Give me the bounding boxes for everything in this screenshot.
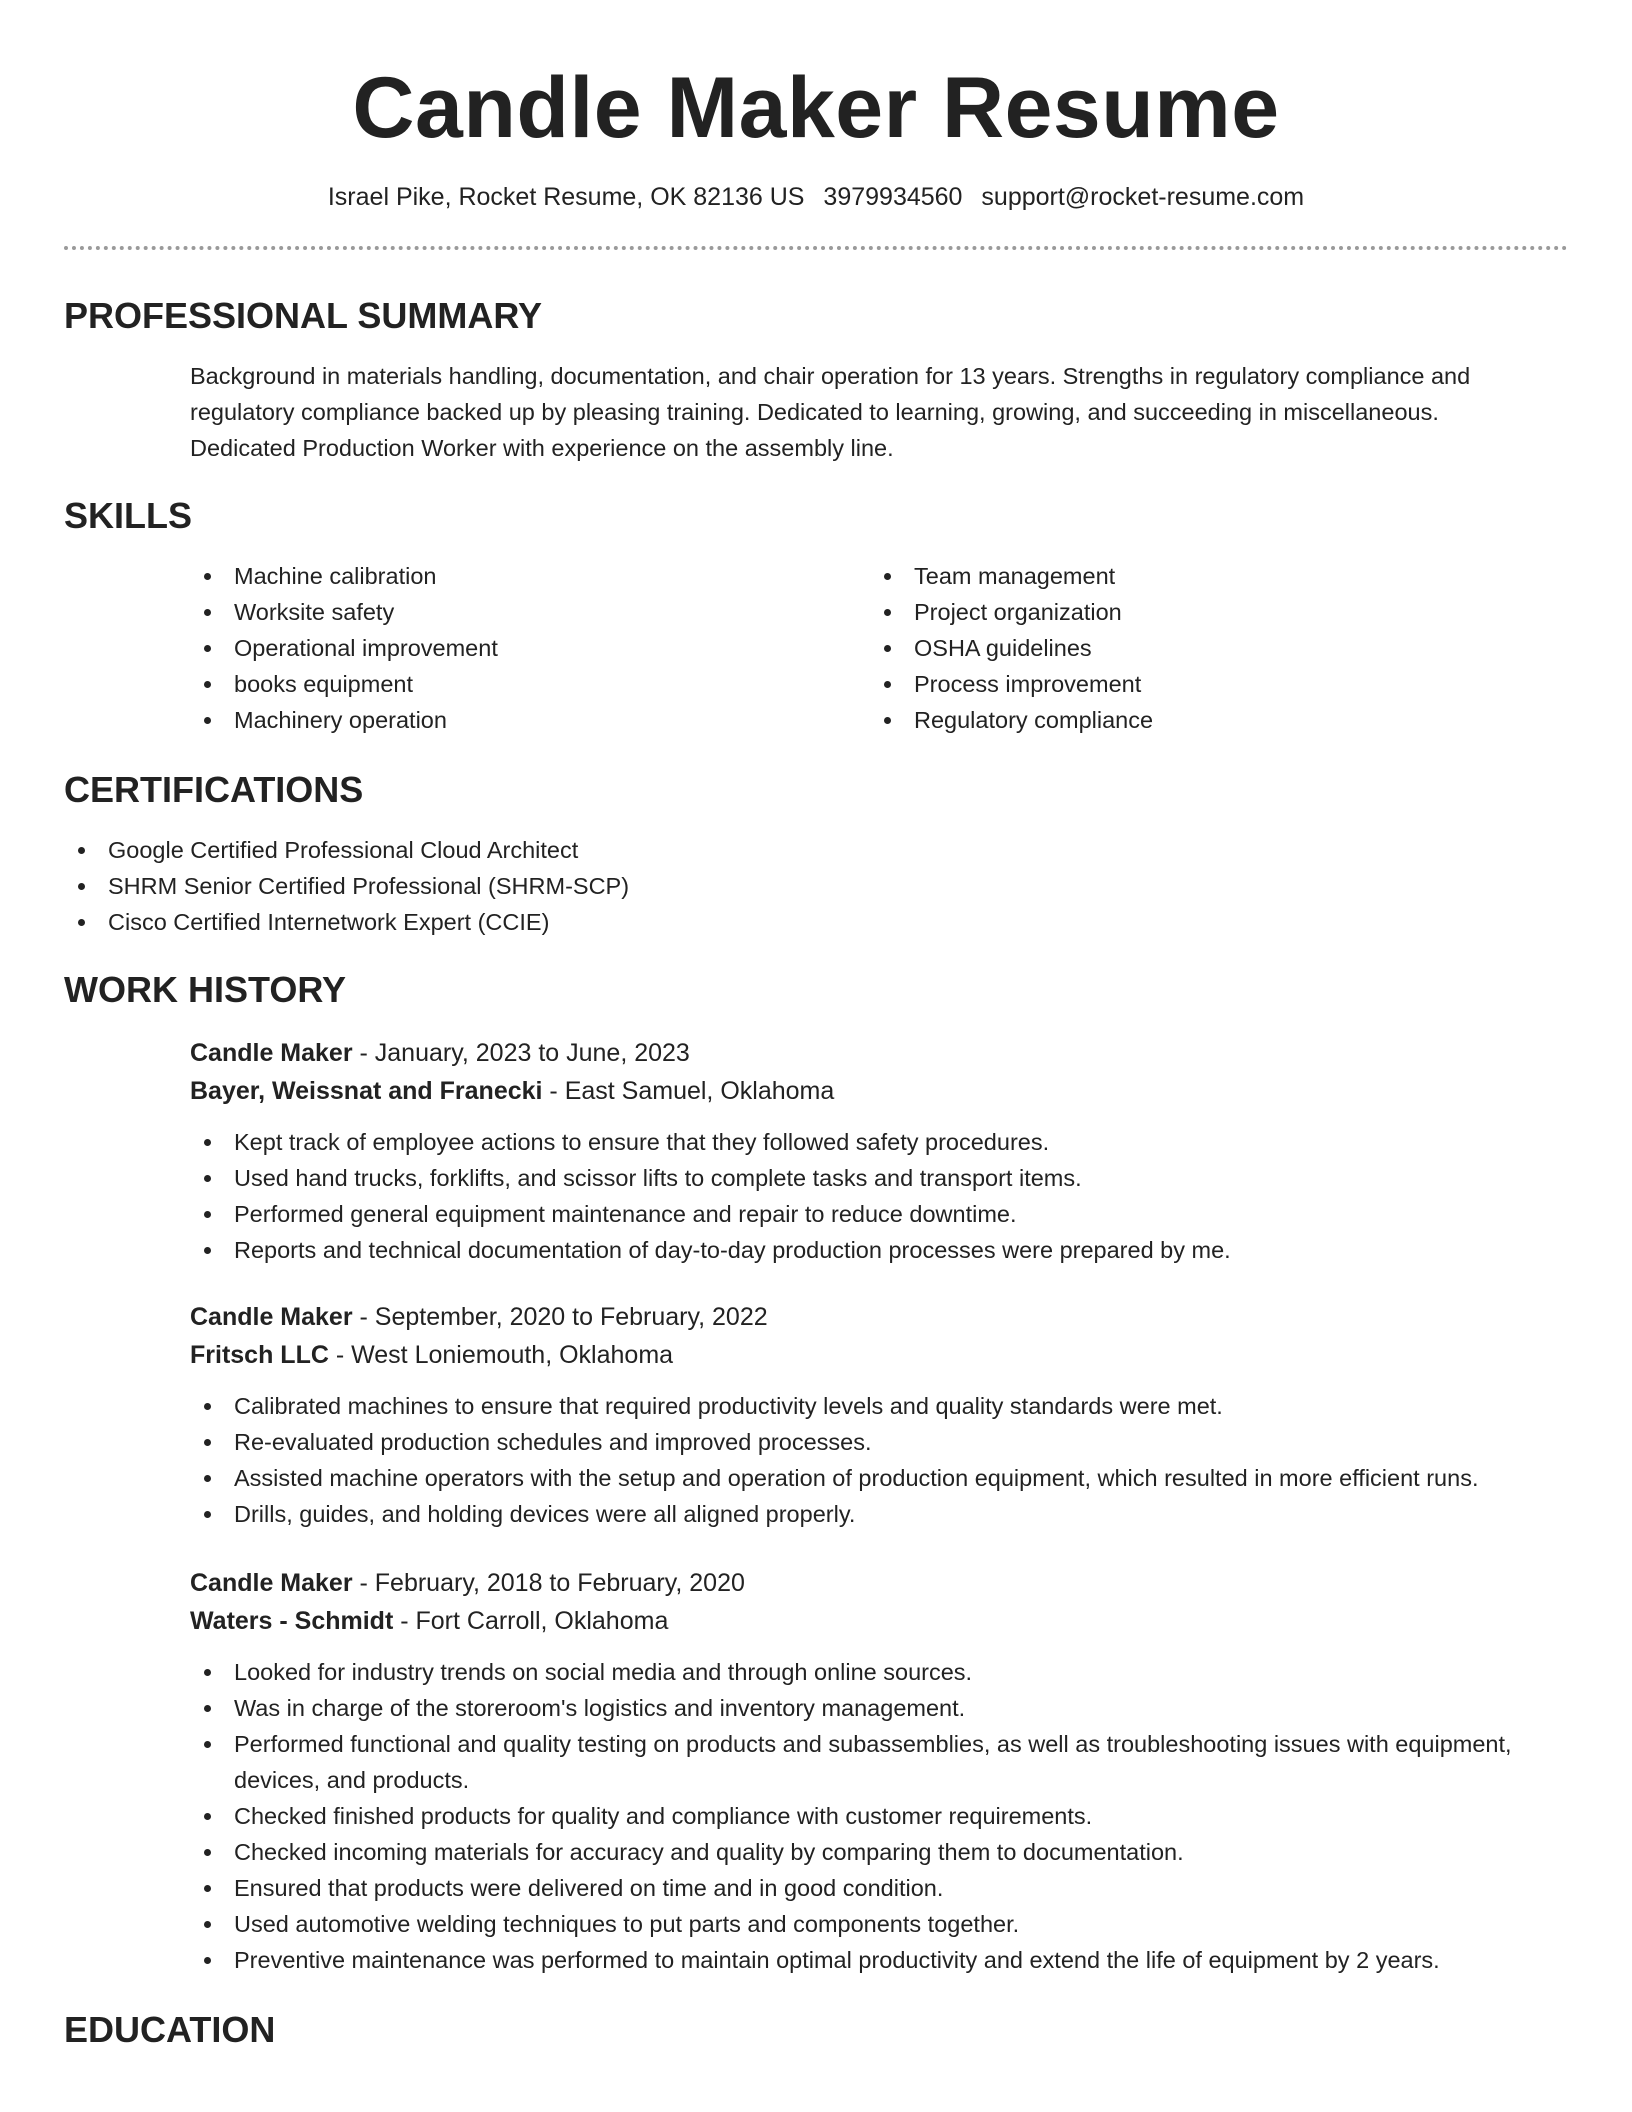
job-bullets xyxy=(190,1388,1568,1532)
job-bullet: Assisted machine operators with the setup and operation of production equipment, which resulted in more efficient runs. xyxy=(190,1460,1568,1496)
skill-item: Process improvement xyxy=(870,666,1550,702)
job-bullets xyxy=(190,1654,1568,1978)
job-company: Bayer, Weissnat and Franecki xyxy=(190,1077,543,1105)
skills-column-right xyxy=(870,558,1550,738)
skill-item: books equipment xyxy=(190,666,870,702)
job-entry xyxy=(190,1564,1568,1978)
skills-column-left xyxy=(190,558,870,738)
job-bullet: Checked finished products for quality and compliance with customer requirements. xyxy=(190,1798,1568,1834)
summary-line: regulatory compliance backed up by pleasing training. Dedicated to learning, growing, and succeeding in miscellaneous. xyxy=(190,399,1439,425)
resume-title: Candle Maker Resume xyxy=(352,60,1280,156)
job-bullet: Checked incoming materials for accuracy and quality by comparing them to documentation. xyxy=(190,1834,1568,1870)
contact-phone: 3979934560 xyxy=(823,183,963,211)
summary-line: Dedicated Production Worker with experience on the assembly line. xyxy=(190,435,894,461)
job-company-line xyxy=(190,1336,1568,1374)
education-heading: EDUCATION xyxy=(64,2009,276,2050)
contact-address: Israel Pike, Rocket Resume, OK 82136 US xyxy=(327,183,805,211)
job-bullet: Performed functional and quality testing on products and subassemblies, as well as troubleshooting issues with equipment, devices, and products. xyxy=(190,1726,1568,1798)
job-bullet: Performed general equipment maintenance and repair to reduce downtime. xyxy=(190,1196,1568,1232)
skill-item: Machine calibration xyxy=(190,558,870,594)
skill-item: OSHA guidelines xyxy=(870,630,1550,666)
job-bullet: Re-evaluated production schedules and improved processes. xyxy=(190,1424,1568,1460)
summary-text xyxy=(190,358,1568,466)
contact-line xyxy=(64,180,1568,214)
contact-email: support@rocket-resume.com xyxy=(981,183,1305,211)
job-location: - East Samuel, Oklahoma xyxy=(542,1077,835,1105)
job-bullet: Drills, guides, and holding devices were all aligned properly. xyxy=(190,1496,1568,1532)
job-title-line xyxy=(190,1034,1568,1072)
skill-item: Operational improvement xyxy=(190,630,870,666)
job-location: - West Loniemouth, Oklahoma xyxy=(328,1341,674,1369)
summary-line: Background in materials handling, documentation, and chair operation for 13 years. Strengths in regulatory compliance and xyxy=(190,363,1471,389)
job-bullet: Calibrated machines to ensure that required productivity levels and quality standards were met. xyxy=(190,1388,1568,1424)
job-bullet: Reports and technical documentation of day-to-day production processes were prepared by me. xyxy=(190,1232,1568,1268)
job-entry xyxy=(190,1034,1568,1268)
job-title: Candle Maker xyxy=(190,1303,353,1331)
job-dates: - February, 2018 to February, 2020 xyxy=(352,1569,745,1597)
job-title-line xyxy=(190,1298,1568,1336)
summary-heading: PROFESSIONAL SUMMARY xyxy=(64,295,543,336)
job-bullet: Looked for industry trends on social media and through online sources. xyxy=(190,1654,1568,1690)
certification-item: SHRM Senior Certified Professional (SHRM-SCP) xyxy=(64,868,1568,904)
job-location: - Fort Carroll, Oklahoma xyxy=(393,1607,669,1635)
job-entry xyxy=(190,1298,1568,1532)
skill-item: Team management xyxy=(870,558,1550,594)
job-dates: - January, 2023 to June, 2023 xyxy=(352,1039,690,1067)
job-title: Candle Maker xyxy=(190,1569,353,1597)
header-divider xyxy=(64,246,1568,250)
skill-item: Worksite safety xyxy=(190,594,870,630)
job-company: Fritsch LLC xyxy=(190,1341,329,1369)
job-bullet: Ensured that products were delivered on time and in good condition. xyxy=(190,1870,1568,1906)
certifications-heading: CERTIFICATIONS xyxy=(64,769,364,810)
job-dates: - September, 2020 to February, 2022 xyxy=(352,1303,768,1331)
certifications-list xyxy=(64,832,1568,940)
job-title: Candle Maker xyxy=(190,1039,353,1067)
skills-list xyxy=(190,558,1568,738)
certification-item: Cisco Certified Internetwork Expert (CCIE) xyxy=(64,904,1568,940)
resume-page xyxy=(64,0,1568,2052)
job-bullet: Used automotive welding techniques to put parts and components together. xyxy=(190,1906,1568,1942)
certification-item: Google Certified Professional Cloud Architect xyxy=(64,832,1568,868)
job-bullet: Kept track of employee actions to ensure that they followed safety procedures. xyxy=(190,1124,1568,1160)
skill-item: Regulatory compliance xyxy=(870,702,1550,738)
job-company-line xyxy=(190,1602,1568,1640)
skills-heading: SKILLS xyxy=(64,495,193,536)
skill-item: Project organization xyxy=(870,594,1550,630)
job-bullet: Preventive maintenance was performed to maintain optimal productivity and extend the life of equipment by 2 years. xyxy=(190,1942,1568,1978)
job-bullets xyxy=(190,1124,1568,1268)
job-company-line xyxy=(190,1072,1568,1110)
job-bullet: Used hand trucks, forklifts, and scissor lifts to complete tasks and transport items. xyxy=(190,1160,1568,1196)
skill-item: Machinery operation xyxy=(190,702,870,738)
work-history-heading: WORK HISTORY xyxy=(64,969,347,1010)
job-title-line xyxy=(190,1564,1568,1602)
job-company: Waters - Schmidt xyxy=(190,1607,394,1635)
job-bullet: Was in charge of the storeroom's logistics and inventory management. xyxy=(190,1690,1568,1726)
